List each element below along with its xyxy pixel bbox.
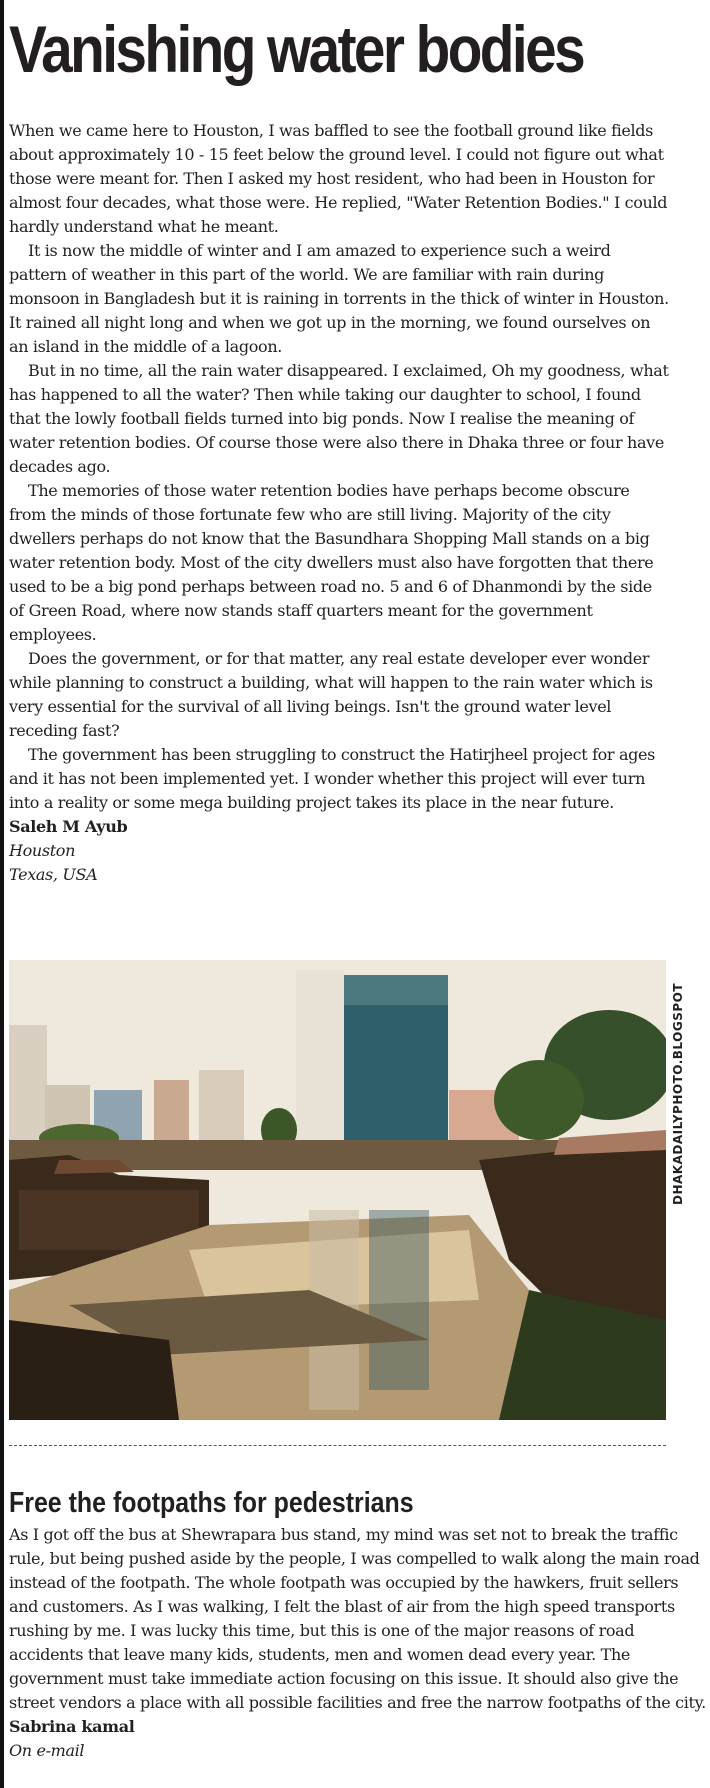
paragraph: As I got off the bus at Shewrapara bus stand, my mind was set not to break the traffic rule, but being pushed aside by the people, I was compelled to walk along the main road instead of the footpath. The whole footpath was occupied by the hawkers, fruit sellers and customers. As I was walking, I felt the blast of air from the high speed transports rushing by me. I was lucky this time, but this is one of the major reasons of road accidents that leave many kids, students, men and women dead every year. The government must take immediate action focusing on this issue. It should also give the street vendors a place with all possible facilities and free the narrow footpaths of the city. (9, 1525, 706, 1712)
paragraph: The government has been struggling to construct the Hatirjheel project for ages and it has not been implemented yet. I wonder whether this project will ever turn into a reality or some mega building project takes its place in the near future. (9, 745, 656, 812)
paragraph: It is now the middle of winter and I am amazed to experience such a weird pattern of weather in this part of the world. We are familiar with rain during monsoon in Bangladesh but it is raining in torrents in the thick of winter in Houston. It rained all night long and when we got up in the morning, we found ourselves on an island in the middle of a lagoon. (9, 241, 669, 356)
author-country: Texas, USA (9, 865, 98, 884)
city-canal-photo (9, 960, 666, 1420)
section-divider (9, 1445, 666, 1446)
author-source: On e-mail (9, 1741, 85, 1760)
letter2-headline: Free the footpaths for pedestrians (9, 1487, 414, 1519)
left-column-rule (0, 0, 4, 1788)
letter-headline: Vanishing water bodies (9, 12, 584, 86)
paragraph: Does the government, or for that matter, any real estate developer ever wonder while planning to construct a building, what will happen to the rain water which is very essential for the survival of all living beings. Isn't the ground water level receding fast? (9, 649, 653, 740)
photo-illustration (9, 960, 666, 1420)
letter-body (9, 119, 671, 887)
photo-credit: DHAKADAILYPHOTO.BLOGSPOT (671, 982, 685, 1205)
author-name: Sabrina kamal (9, 1717, 135, 1736)
paragraph: The memories of those water retention bodies have perhaps become obscure from the minds of those fortunate few who are still living. Majority of the city dwellers perhaps do not know that the Basundhara Shopping Mall stands on a big water retention body. Most of the city dwellers must also have forgotten that there used to be a big pond perhaps between road no. 5 and 6 of Dhanmondi by the side of Green Road, where now stands staff quarters meant for the government employees. (9, 481, 654, 644)
letter2-body (9, 1523, 709, 1763)
paragraph: When we came here to Houston, I was baffled to see the football ground like fields about approximately 10 - 15 feet below the ground level. I could not figure out what those were meant for. Then I asked my host resident, who had been in Houston for almost four decades, what those were. He replied, "Water Retention Bodies." I could hardly understand what he meant. (9, 121, 668, 236)
paragraph: But in no time, all the rain water disappeared. I exclaimed, Oh my goodness, what has happened to all the water? Then while taking our daughter to school, I found that the lowly football fields turned into big ponds. Now I realise the meaning of water retention bodies. Of course those were also there in Dhaka three or four have decades ago. (9, 361, 669, 476)
author-name: Saleh M Ayub (9, 817, 128, 836)
author-city: Houston (9, 841, 76, 860)
